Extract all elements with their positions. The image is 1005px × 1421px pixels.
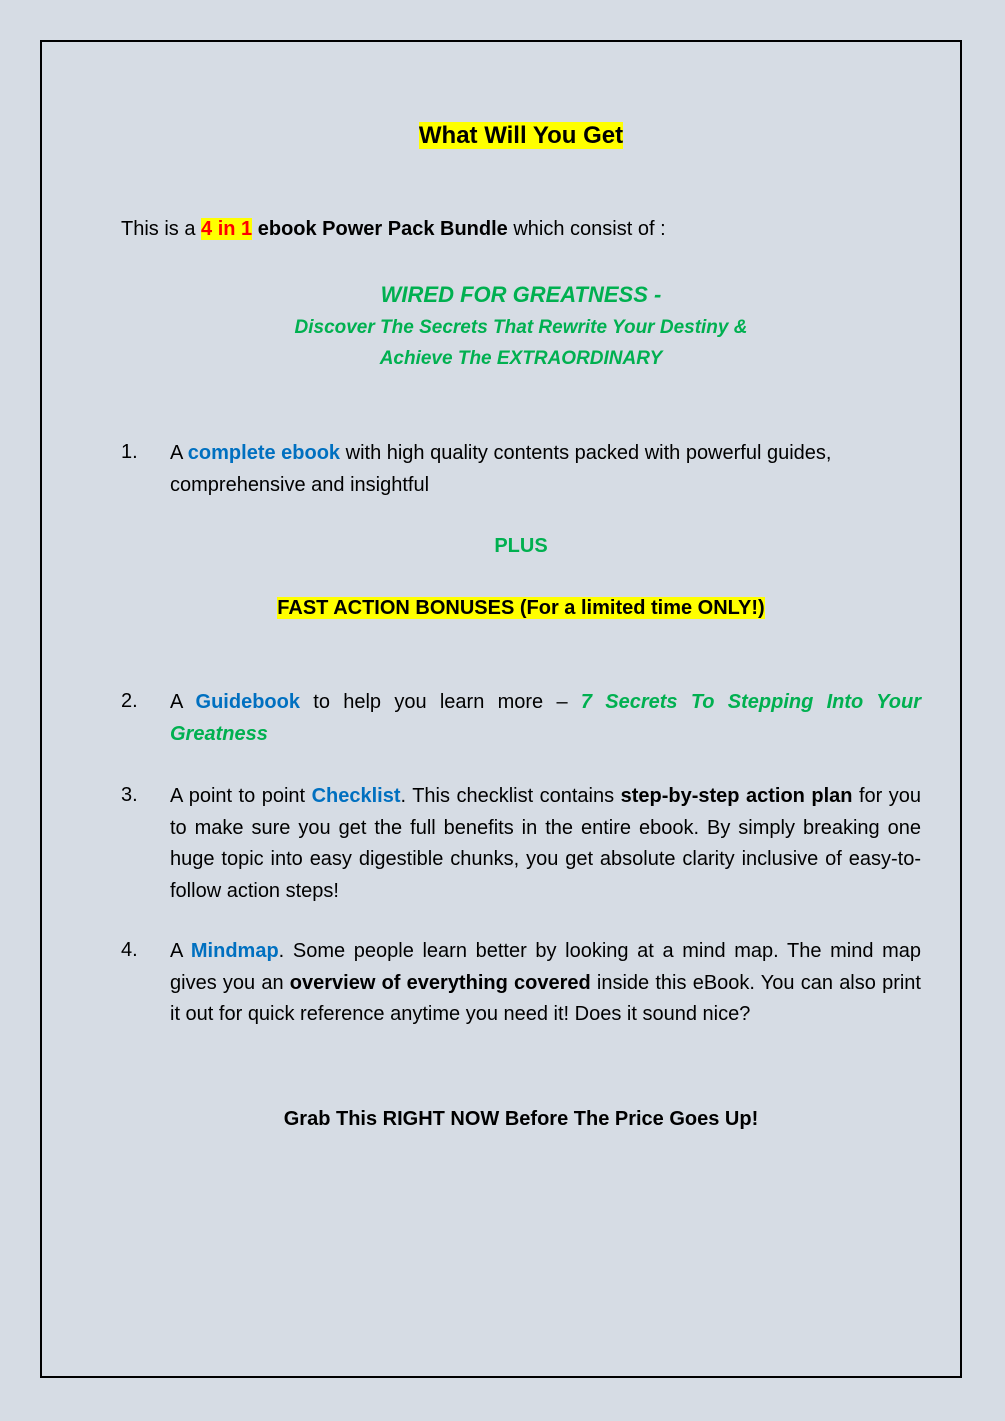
bonus-heading bbox=[40, 597, 1002, 620]
page-title-text: What Will You Get bbox=[418, 122, 624, 149]
item-3-text-before: . This checklist contains bbox=[400, 785, 621, 807]
item-4-text-after: inside this eBook. You can also print it out for quick reference anytime you need it! Does it sound nice? bbox=[170, 971, 921, 1025]
item-3-text-after: for you to make sure you get the full benefits in the entire ebook. By simply breaking one huge topic into easy digestible chunks, you get absolute clarity inclusive of easy-to-follow action steps! bbox=[170, 785, 922, 902]
intro-suffix: which consist of : bbox=[507, 218, 666, 240]
list-number: 3. bbox=[121, 784, 138, 806]
list-number: 2. bbox=[121, 690, 138, 712]
list-item-1 bbox=[170, 438, 921, 501]
item-3-keyword: Checklist bbox=[311, 785, 401, 807]
list-number: 4. bbox=[121, 939, 138, 961]
item-4-bold: overview of everything covered bbox=[289, 971, 591, 994]
list-number: 1. bbox=[121, 441, 138, 463]
book-subtitle-line1: Discover The Secrets That Rewrite Your Destiny & bbox=[294, 317, 748, 338]
bonus-heading-text: FAST ACTION BONUSES (For a limited time ONLY!) bbox=[277, 597, 765, 619]
list-item-3 bbox=[170, 781, 921, 907]
book-subtitle-line2: Achieve The EXTRAORDINARY bbox=[379, 348, 663, 369]
item-1-prefix: A bbox=[170, 442, 188, 464]
item-4-keyword: Mindmap bbox=[190, 940, 279, 962]
intro-bold: ebook Power Pack Bundle bbox=[252, 218, 508, 240]
intro-paragraph bbox=[121, 218, 666, 241]
item-2-italic: 7 Secrets To Stepping Into Your Greatness bbox=[170, 691, 922, 745]
item-4-text-before: . Some people learn better by looking at a mind map. The mind map gives you an bbox=[170, 940, 922, 994]
item-1-keyword: complete ebook bbox=[187, 442, 341, 464]
item-3-prefix: A point to point bbox=[170, 785, 312, 807]
page-title bbox=[40, 122, 1002, 150]
list-item-2 bbox=[170, 687, 921, 750]
call-to-action: Grab This RIGHT NOW Before The Price Goes Up! bbox=[283, 1108, 759, 1130]
item-2-keyword: Guidebook bbox=[195, 691, 300, 713]
item-3-bold: step-by-step action plan bbox=[620, 785, 853, 807]
item-4-prefix: A bbox=[170, 940, 191, 962]
intro-highlight: 4 in 1 bbox=[201, 218, 253, 240]
plus-label: PLUS bbox=[494, 535, 548, 557]
item-2-text: to help you learn more – bbox=[299, 691, 581, 713]
item-1-text: with high quality contents packed with powerful guides, comprehensive and insightful bbox=[170, 442, 832, 496]
list-item-4 bbox=[170, 936, 921, 1031]
book-title: WIRED FOR GREATNESS - bbox=[380, 282, 662, 307]
item-2-prefix: A bbox=[170, 691, 196, 713]
intro-prefix: This is a bbox=[121, 218, 202, 240]
